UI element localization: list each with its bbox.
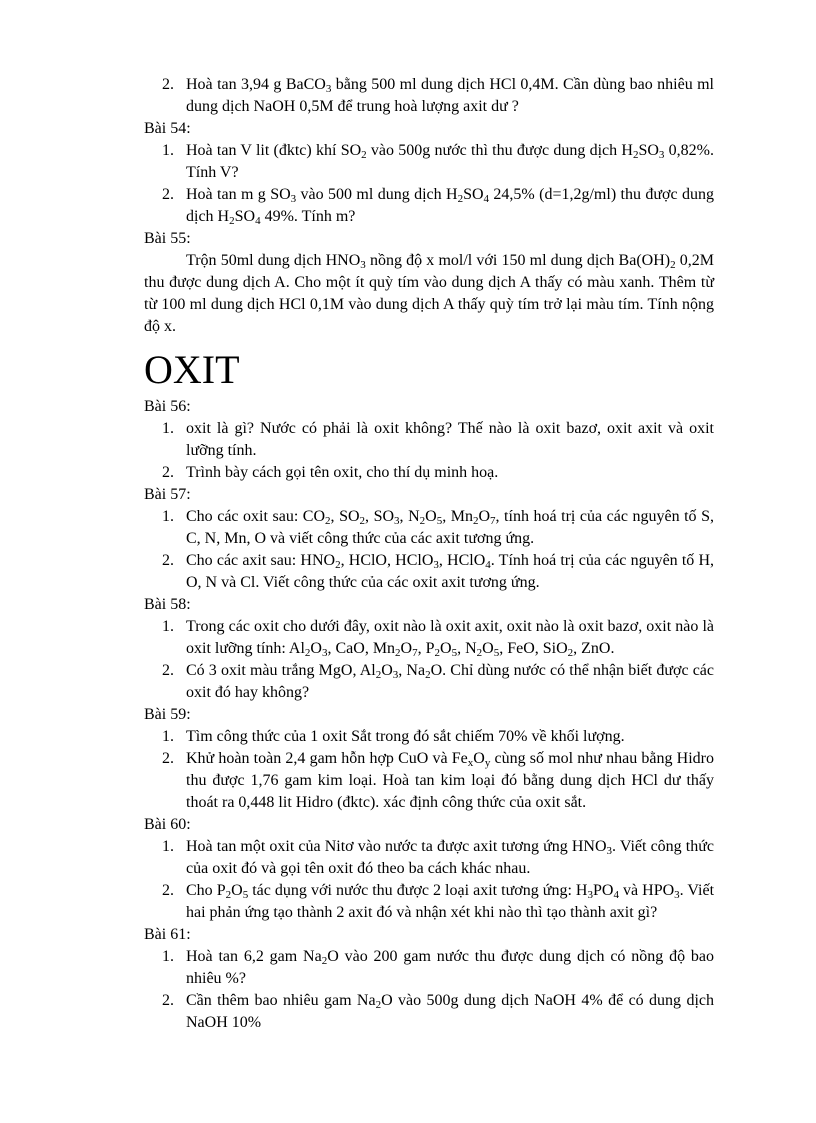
item-number: 2. bbox=[162, 992, 174, 1009]
item-number: 1. bbox=[162, 420, 174, 437]
item-text: Cho các oxit sau: $CO_2$, $SO_2$, $SO_3$, $N_2O_5$, $Mn_2O_7$, tính hoá trị của các nguyên tố S, C, N, Mn, O và viết công thức của các axit tương ứng. bbox=[186, 508, 714, 547]
exercise-list bbox=[144, 726, 714, 814]
list-item bbox=[144, 184, 714, 228]
list-item bbox=[144, 140, 714, 184]
list-item bbox=[144, 660, 714, 704]
exercise-list bbox=[144, 836, 714, 924]
section-title: OXIT bbox=[144, 347, 240, 392]
item-text: Trong các oxit cho dưới đây, oxit nào là oxit axit, oxit nào là oxit bazơ, oxit nào là oxit lưỡng tính: $Al_2O_3$, CaO, $Mn_2O_7$, $P_2O_5$, $N_2O_5$, FeO, SiO$_2$, ZnO. bbox=[186, 618, 714, 659]
document-page bbox=[144, 74, 714, 1034]
exercise-title: Bài 56: bbox=[144, 398, 191, 415]
item-text: Hoà tan 6,2 gam $Na_2O$ vào 200 gam nước thu được dung dịch có nồng độ bao nhiêu %? bbox=[186, 948, 714, 987]
list-item bbox=[144, 990, 714, 1034]
bai53-continuation-list bbox=[144, 74, 714, 118]
item-text: Cho $P_2O_5$ tác dụng với nước thu được 2 loại axit tương ứng: $H_3PO_4$ và $HPO_3$. Viết hai phản ứng tạo thành 2 axit đó và nhận xét khi nào thì tạo thành axit gì? bbox=[186, 882, 715, 921]
exercise-list bbox=[144, 506, 714, 594]
list-item bbox=[144, 418, 714, 462]
exercise-title: Bài 54: bbox=[144, 120, 191, 137]
exercise-list bbox=[144, 616, 714, 704]
exercise-paragraph: Trộn 50ml dung dịch $HNO_3$ nồng độ x mol/l với 150 ml dung dịch $Ba(OH)_2$ 0,2M thu được dung dịch A. Cho một ít quỳ tím vào dung dịch A thấy có màu xanh. Thêm từ từ 100 ml dung dịch HCl 0,1M vào dung dịch A thấy quỳ tím trở lại màu tím. Tính nộng độ x. bbox=[144, 252, 714, 335]
exercise-list bbox=[144, 946, 714, 1034]
item-number: 2. bbox=[162, 552, 174, 569]
item-text: Trình bày cách gọi tên oxit, cho thí dụ minh hoạ. bbox=[186, 464, 499, 481]
item-text: Hoà tan một oxit của Nitơ vào nước ta được axit tương ứng $HNO_3$. Viết công thức của oxit đó và gọi tên oxit đó theo ba cách khác nhau. bbox=[186, 838, 714, 877]
list-item bbox=[144, 616, 714, 660]
exercise-61 bbox=[144, 924, 714, 1034]
item-number: 2. bbox=[162, 750, 174, 767]
exercise-title: Bài 55: bbox=[144, 230, 191, 247]
item-number: 1. bbox=[162, 142, 174, 159]
item-text: Hoà tan 3,94 g BaCO$_3$ bằng 500 ml dung dịch HCl 0,4M. Cần dùng bao nhiêu ml dung dịch NaOH 0,5M để trung hoà lượng axit dư ? bbox=[186, 76, 715, 115]
list-item bbox=[144, 550, 714, 594]
item-number: 2. bbox=[162, 882, 174, 899]
item-text: Hoà tan m g $SO_3$ vào 500 ml dung dịch $H_2SO_4$ 24,5% (d=1,2g/ml) thu được dung dịch $H_2SO_4$ 49%. Tính m? bbox=[186, 186, 714, 227]
exercise-title: Bài 58: bbox=[144, 596, 191, 613]
exercise-title: Bài 61: bbox=[144, 926, 191, 943]
list-item bbox=[144, 836, 714, 880]
item-number: 2. bbox=[162, 76, 174, 93]
item-number: 1. bbox=[162, 508, 174, 525]
exercise-title: Bài 59: bbox=[144, 706, 191, 723]
item-text: Có 3 oxit màu trắng MgO, $Al_2O_3$, $Na_2O$. Chỉ dùng nước có thể nhận biết được các oxit đó hay không? bbox=[186, 662, 715, 701]
list-item bbox=[144, 74, 714, 118]
exercise-58 bbox=[144, 594, 714, 704]
item-number: 2. bbox=[162, 186, 174, 203]
item-number: 1. bbox=[162, 838, 174, 855]
item-number: 2. bbox=[162, 662, 174, 679]
item-number: 1. bbox=[162, 948, 174, 965]
exercise-54 bbox=[144, 118, 714, 228]
item-number: 1. bbox=[162, 728, 174, 745]
exercise-59 bbox=[144, 704, 714, 814]
item-text: Cho các axit sau: $HNO_2$, HClO, HClO$_3$, HClO$_4$. Tính hoá trị của các nguyên tố H, O, N và Cl. Viết công thức của các oxit axit tương ứng. bbox=[186, 552, 715, 591]
list-item bbox=[144, 880, 714, 924]
list-item bbox=[144, 748, 714, 814]
exercise-list bbox=[144, 418, 714, 484]
list-item bbox=[144, 506, 714, 550]
item-number: 2. bbox=[162, 464, 174, 481]
item-text: Khử hoàn toàn 2,4 gam hỗn hợp CuO và $Fe_xO_y$ cùng số mol như nhau bằng Hidro thu được 1,76 gam kim loại. Hoà tan kim loại đó bằng dung dịch HCl dư thấy thoát ra 0,448 lit Hidro (đktc). xác định công thức của oxit sắt. bbox=[186, 750, 715, 811]
list-item bbox=[144, 462, 714, 484]
list-item bbox=[144, 946, 714, 990]
exercise-title: Bài 57: bbox=[144, 486, 191, 503]
exercise-title: Bài 60: bbox=[144, 816, 191, 833]
exercise-list bbox=[144, 140, 714, 228]
item-text: Hoà tan V lit (đktc) khí $SO_2$ vào 500g nước thì thu được dung dịch $H_2SO_3$ 0,82%. Tính V? bbox=[186, 142, 715, 181]
exercise-60 bbox=[144, 814, 714, 924]
item-text: oxit là gì? Nước có phải là oxit không? Thế nào là oxit bazơ, oxit axit và oxit lưỡng tính. bbox=[186, 420, 714, 459]
item-text: Cần thêm bao nhiêu gam $Na_2O$ vào 500g dung dịch NaOH 4% để có dung dịch NaOH 10% bbox=[186, 992, 714, 1031]
exercise-55 bbox=[144, 228, 714, 338]
item-text: Tìm công thức của 1 oxit Sắt trong đó sắt chiếm 70% về khối lượng. bbox=[186, 728, 625, 745]
list-item bbox=[144, 726, 714, 748]
exercise-57 bbox=[144, 484, 714, 594]
item-number: 1. bbox=[162, 618, 174, 635]
exercise-56 bbox=[144, 396, 714, 484]
